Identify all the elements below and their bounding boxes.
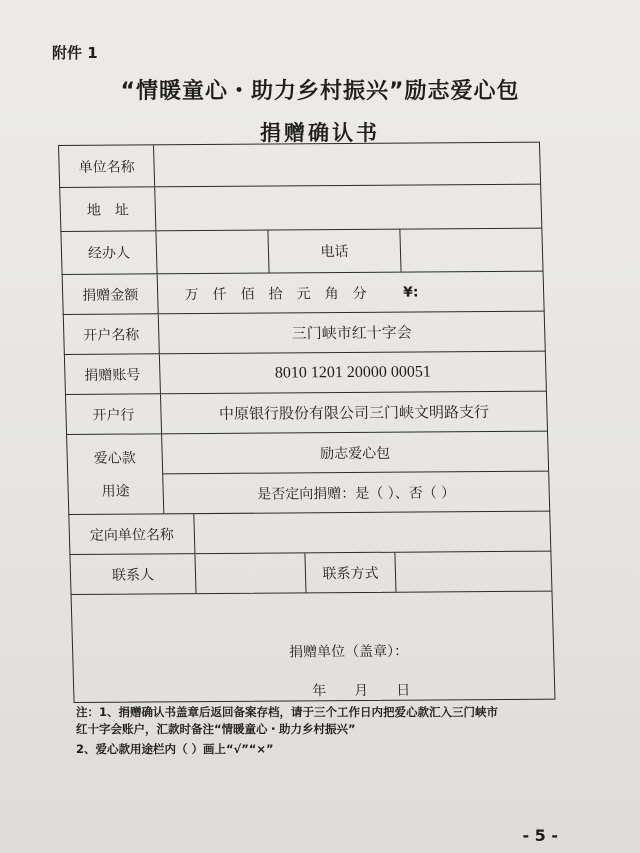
row-usage (66, 431, 550, 514)
usage-label (67, 434, 163, 514)
donation-form-table (58, 142, 556, 703)
page-number: - 5 - (522, 826, 558, 845)
row-amount (62, 271, 545, 314)
directed-unit-field[interactable] (193, 512, 550, 553)
note-line-3: 2、爱心款用途栏内（ ）画上“√”“×” (76, 742, 274, 756)
amount-label: 捐赠金额 (81, 286, 139, 304)
address-field[interactable] (154, 185, 541, 231)
unit-name-label: 单位名称 (78, 158, 135, 176)
phone-label: 电话 (267, 230, 400, 273)
row-address (59, 184, 542, 231)
row-unit-name (58, 142, 541, 187)
usage-value: 励志爱心包 (161, 432, 548, 475)
contact-label: 联系人 (111, 566, 155, 584)
document-title: “情暖童心・助力乡村振兴”励志爱心包 (120, 79, 520, 104)
date-label: 年 月 日 (312, 682, 411, 700)
document-subtitle: 捐赠确认书 (260, 121, 380, 145)
unit-name-field[interactable] (153, 143, 540, 187)
row-handler (60, 228, 543, 274)
handler-field[interactable] (155, 231, 268, 274)
usage-label-line2: 用途 (101, 483, 130, 501)
usage-label-line1: 爱心款 (93, 450, 136, 467)
row-seal (71, 591, 556, 703)
directed-unit-label: 定向单位名称 (89, 526, 175, 544)
directed-donation-question[interactable]: 是否定向捐赠：是（ ）、否（ ） (162, 472, 549, 514)
note-line-1: 注：1、捐赠确认书盖章后返回备案存档，请于三个工作日内把爱心款汇入三门峡市 (76, 705, 498, 719)
account-name-label: 开户名称 (83, 326, 140, 344)
account-number-value: 8010 1201 20000 00051 (159, 352, 546, 394)
phone-field[interactable] (399, 229, 542, 272)
account-number-label: 捐赠账号 (84, 366, 141, 384)
bank-label: 开户行 (92, 407, 135, 424)
account-name-value: 三门峡市红十字会 (158, 312, 545, 354)
row-bank (65, 391, 548, 434)
contact-field[interactable] (194, 553, 305, 593)
row-account-name (63, 311, 546, 354)
note-line-2: 红十字会账户，汇款时备注“情暖童心・助力乡村振兴” (76, 722, 356, 736)
address-label: 地 址 (86, 202, 130, 219)
attachment-label: 附件 1 (52, 44, 98, 62)
row-directed-unit (68, 511, 551, 554)
row-account-number (64, 351, 547, 394)
bank-value: 中原银行股份有限公司三门峡文明路支行 (160, 392, 547, 434)
amount-currency[interactable]: ¥: (402, 284, 419, 301)
seal-label: 捐赠单位（盖章）： (288, 643, 409, 661)
contact-method-field[interactable] (394, 552, 551, 592)
handler-label: 经办人 (87, 245, 131, 262)
row-contact (69, 551, 552, 594)
contact-method-label: 联系方式 (304, 553, 395, 593)
amount-units: 万 仟 佰 拾 元 角 分 (157, 273, 394, 314)
